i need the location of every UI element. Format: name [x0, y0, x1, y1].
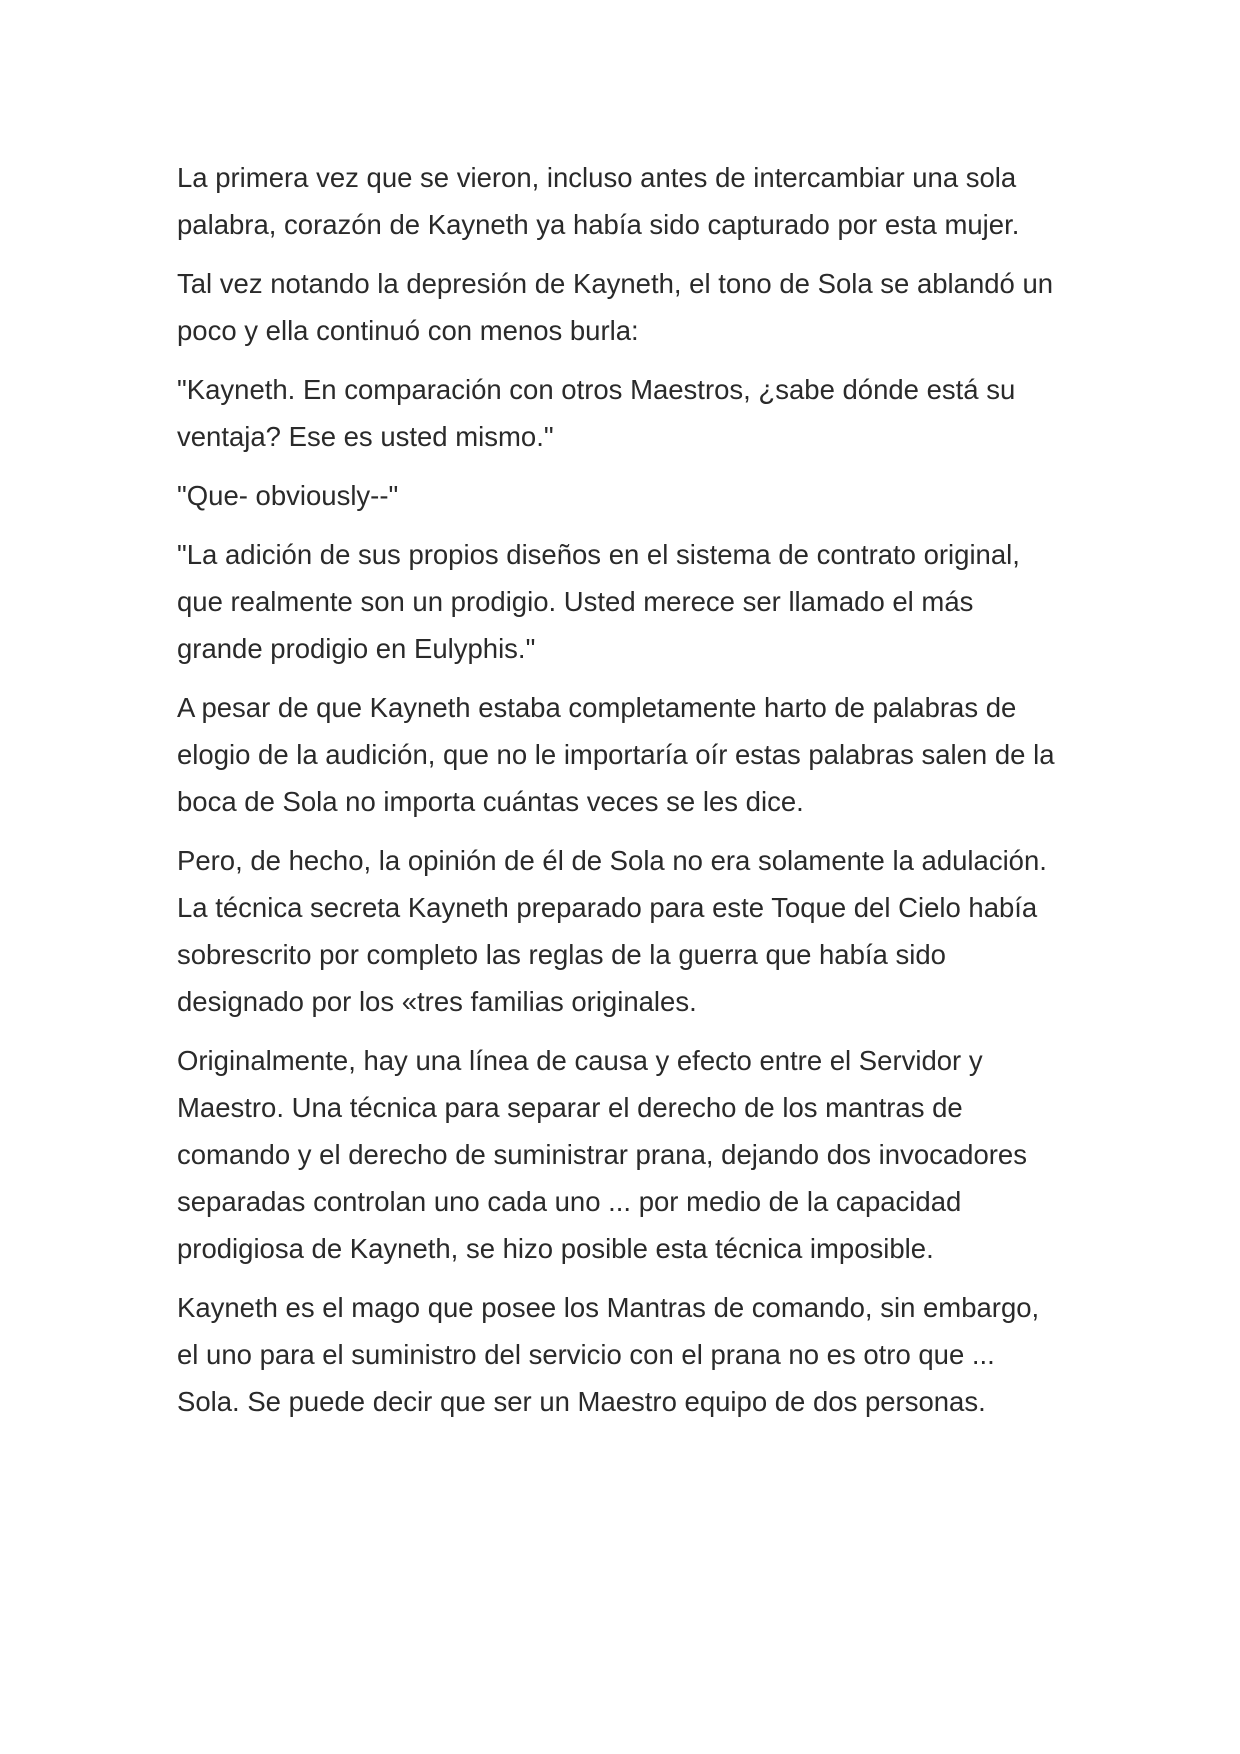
paragraph: Pero, de hecho, la opinión de él de Sola no era solamente la adulación. La técnica secreta Kayneth preparado para este Toque del Cielo había sobrescrito por completo las reglas de la guerra que había sido designado por los «tres familias originales. — [177, 845, 1047, 1017]
paragraph: La primera vez que se vieron, incluso antes de intercambiar una sola palabra, corazón de Kayneth ya había sido capturado por esta mujer. — [177, 162, 1020, 240]
body-text — [177, 154, 1057, 1437]
paragraph: Originalmente, hay una línea de causa y efecto entre el Servidor y Maestro. Una técnica para separar el derecho de los mantras de comando y el derecho de suministrar prana, dejando dos invocadores separadas controlan uno cada uno ... por medio de la capacidad prodigiosa de Kayneth, se hizo posible esta técnica imposible. — [177, 1045, 1027, 1264]
paragraph: A pesar de que Kayneth estaba completamente harto de palabras de elogio de la audición, que no le importaría oír estas palabras salen de la boca de Sola no importa cuántas veces se les dice. — [177, 692, 1055, 817]
paragraph: Kayneth es el mago que posee los Mantras de comando, sin embargo, el uno para el suministro del servicio con el prana no es otro que ... Sola. Se puede decir que ser un Maestro equipo de dos personas. — [177, 1292, 1040, 1417]
paragraph: Tal vez notando la depresión de Kayneth, el tono de Sola se ablandó un poco y ella continuó con menos burla: — [177, 268, 1054, 346]
paragraph: "La adición de sus propios diseños en el sistema de contrato original, que realmente son un prodigio. Usted merece ser llamado el más grande prodigio en Eulyphis." — [177, 539, 1020, 664]
paragraph: "Kayneth. En comparación con otros Maestros, ¿sabe dónde está su ventaja? Ese es usted mismo." — [177, 374, 1016, 452]
paragraph: "Que- obviously--" — [177, 480, 399, 511]
